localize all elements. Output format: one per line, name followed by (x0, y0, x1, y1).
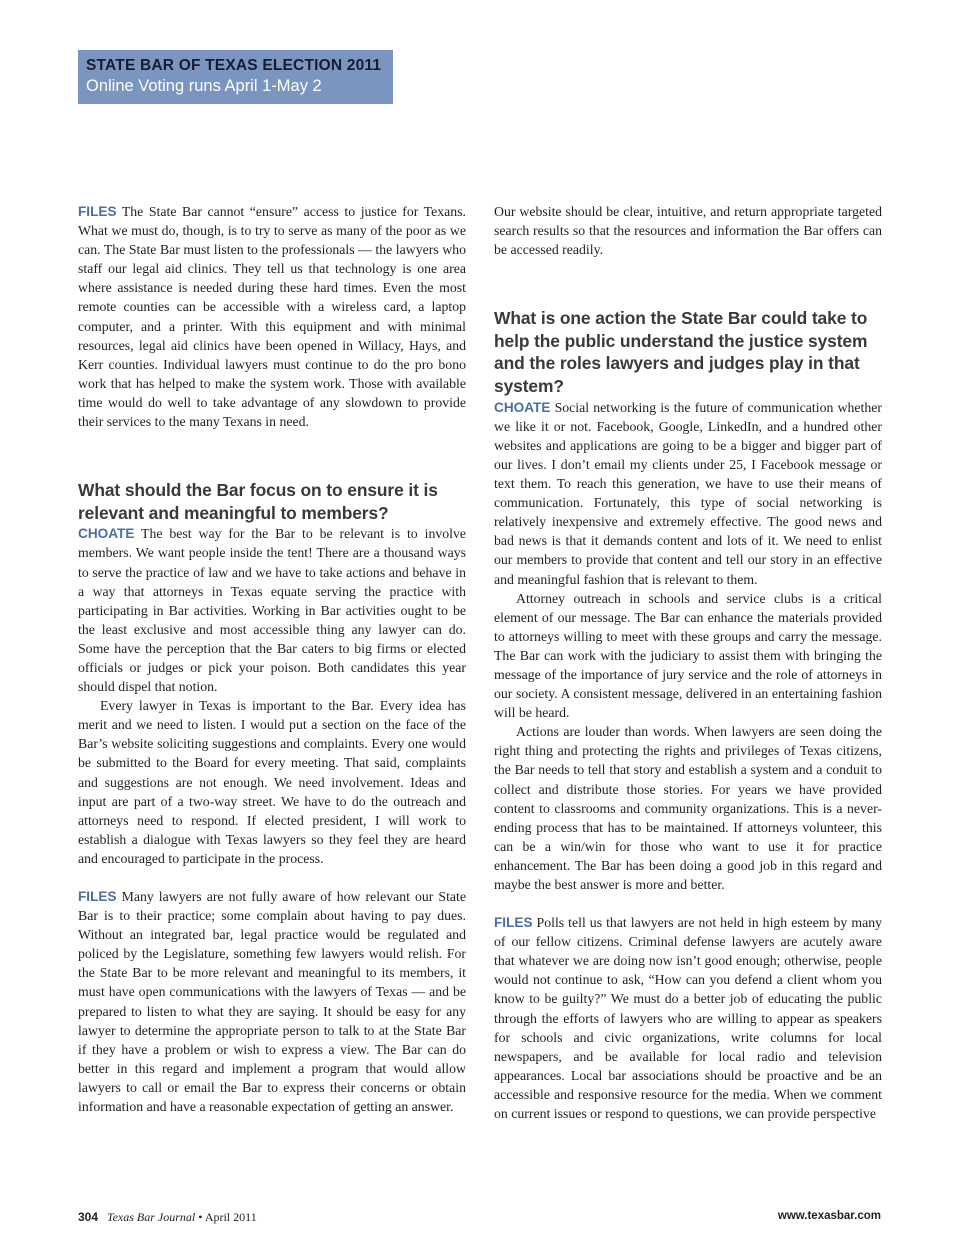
files-answer-3 (494, 913, 882, 1123)
banner-title: STATE BAR OF TEXAS ELECTION 2011 (86, 57, 382, 74)
speaker-label: FILES (78, 889, 117, 904)
question-heading: What should the Bar focus on to ensure it is relevant and meaningful to members? (78, 480, 438, 523)
answer-text: Many lawyers are not fully aware of how relevant our State Bar is to their practice; some complain about having to pay dues. Without an integrated bar, legal practice would be regulated and policed by the Legislature, something few lawyers would relish. For the State Bar to be more relevant and meaningful to its members, it must have open communications with the lawyers of Texas — and be prepared to listen to what they are saying. It should be easy for any lawyer to determine the appropriate person to talk to at the State Bar if they have a problem or wish to express a view. The Bar can do better in this regard and implement a program that would allow lawyers to call or email the Bar to express their concerns or obtain information and have a reasonable expectation of getting an answer. (78, 889, 466, 1115)
choate-answer-3 (494, 398, 882, 589)
answer-text: The best way for the Bar to be relevant is to involve members. We want people inside the tent! There are a thousand ways to serve the practice of law and we have to take actions and behave in a way that attorneys in Texas equate serving the practice with participating in Bar activities. Working in Bar activities ought to be the least exclusive and most accessible thing any lawyer can do. Some have the perception that the Bar caters to big firms or elected officials or judges or pick your poison. Both candidates this year should dispel that notion. (78, 526, 466, 695)
answer-paragraph: Actions are louder than words. When lawyers are seen doing the right thing and protecting the rights and privileges of Texas citizens, the Bar needs to tell that story and establish a system and a conduit to collect and distribute those stories. For years we have provided content to classrooms and community organizations. This is a never-ending process that has to be maintained. If attorneys volunteer, this can be a win/win for those who want to use it for practice enhancement. The Bar has been doing a good job in this regard and maybe the best answer is more and better. (494, 724, 882, 892)
choate-answer-2 (78, 524, 466, 696)
answer-text: Social networking is the future of communication whether we like it or not. Facebook, Google, LinkedIn, and a hundred other websites and applications are going to be a bigger and bigger part of our lives. I don’t email my clients under 25, I Facebook message or text them. To reach this generation, we have to use their means of communication. Fortunately, this type of social networking is relatively inexpensive and extremely effective. The good news and bad news is that it demands content and lots of it. We need to enlist our members to provide that content and tell our story in an effective and meaningful fashion that is relevant to them. (494, 399, 883, 587)
answer-paragraph: Every lawyer in Texas is important to the Bar. Every idea has merit and we need to listen. I would put a section on the face of the Bar’s website soliciting suggestions and complaints. Every one would be submitted to the Board for every meeting. That said, complaints and suggestions are not enough. We need involvement. Ideas and input are part of a two-way street. We have to do the outreach and attorneys need to respond. If elected president, I will work to establish a dialogue with Texas lawyers so they feel they are heard and encouraged to participate in the process. (78, 698, 466, 866)
speaker-label: FILES (494, 915, 533, 931)
issue-date: April 2011 (204, 1210, 257, 1224)
answer-text: Polls tell us that lawyers are not held in high esteem by many of our fellow citizens. Criminal defense lawyers are acutely aware that whatever we are doing now isn’t good enough; otherwise, people would not continue to ask, “How can you defend a client whom you know to be guilty?” We must do a better job of educating the public through the efforts of lawyers who are willing to appear as speakers for schools and civic organizations, write columns for local newspapers, and be available for local radio and television appearances. Local bar associations should be proactive and be an accessible and responsive resource for the media. When we comment on current issues or respond to questions, we can provide perspective (494, 915, 882, 1122)
footer-bullet: • (198, 1210, 203, 1224)
website-url: www.texasbar.com (777, 1210, 881, 1222)
answer-paragraph: Attorney outreach in schools and service clubs is a critical element of our message. The Bar can enhance the materials provided to attorneys willing to meet with these groups and carry the message. The Bar can work with the judiciary to assist them with bringing the message of the importance of jury service and the role of attorneys in our society. A consistent message, delivered in an entertaining fashion will be heard. (494, 590, 882, 721)
page-number: 304 (78, 1210, 99, 1224)
answer-text: The State Bar cannot “ensure” access to justice for Texans. What we must do, though, is to try to serve as many of the poor as we can. The State Bar must listen to the professionals — the lawyers who staff our legal aid clinics. They tell us that technology is one area where assistance is needed during these hard times. Even the most remote counties can be accessible with a wireless card, a laptop computer, and a printer. With this equipment and with minimal resources, legal aid clinics have been opened in Willacy, Hays, and Kerr counties. Individual lawyers must continue to do the pro bono work that has helped to make the system work. Those with available time would do well to take advantage of any slowdown to provide their services to the many Texans in need. (78, 204, 466, 430)
banner-subtitle: Online Voting runs April 1-May 2 (86, 77, 322, 95)
speaker-label: CHOATE (494, 399, 551, 415)
election-banner (78, 50, 393, 104)
left-column (78, 202, 466, 1116)
continued-text: Our website should be clear, intuitive, and return appropriate targeted search results so that the resources and information the Bar offers can be accessed readily. (494, 204, 882, 258)
page-footer (78, 1210, 257, 1225)
right-column (494, 202, 882, 1123)
question-heading: What is one action the State Bar could take to help the public understand the justice system and the roles lawyers and judges play in that system? (494, 308, 868, 397)
speaker-label: CHOATE (78, 526, 135, 542)
journal-name: Texas Bar Journal (107, 1210, 196, 1224)
files-answer-2 (78, 887, 466, 1116)
files-answer-1 (78, 202, 466, 431)
speaker-label: FILES (78, 204, 117, 219)
